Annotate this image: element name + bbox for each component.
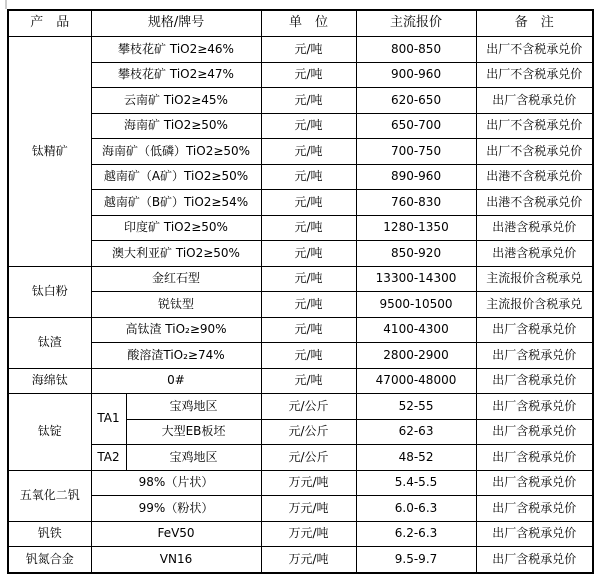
spec-cell: 海南矿 TiO2≥50% bbox=[91, 113, 261, 139]
unit-cell: 元/公斤 bbox=[261, 419, 356, 445]
unit-cell: 元/吨 bbox=[261, 368, 356, 394]
price-cell: 48-52 bbox=[356, 445, 476, 471]
table-row bbox=[8, 164, 593, 190]
header-product: 产 品 bbox=[8, 10, 91, 37]
spec-cell: 攀枝花矿 TiO2≥47% bbox=[91, 62, 261, 88]
unit-cell: 元/吨 bbox=[261, 139, 356, 165]
table-row bbox=[8, 521, 593, 547]
unit-cell: 元/吨 bbox=[261, 37, 356, 63]
remark-cell: 出厂含税承兑价 bbox=[476, 368, 593, 394]
unit-cell: 万元/吨 bbox=[261, 470, 356, 496]
table-row bbox=[8, 496, 593, 522]
price-cell: 9500-10500 bbox=[356, 292, 476, 318]
remark-cell: 出港不含税承兑价 bbox=[476, 164, 593, 190]
remark-cell: 出厂含税承兑价 bbox=[476, 317, 593, 343]
price-cell: 9.5-9.7 bbox=[356, 547, 476, 574]
price-cell: 52-55 bbox=[356, 394, 476, 420]
unit-cell: 万元/吨 bbox=[261, 521, 356, 547]
product-cell: 钛精矿 bbox=[8, 37, 91, 267]
spec-cell: 海南矿（低磷）TiO2≥50% bbox=[91, 139, 261, 165]
price-cell: 6.2-6.3 bbox=[356, 521, 476, 547]
price-cell: 6.0-6.3 bbox=[356, 496, 476, 522]
spec-cell: 宝鸡地区 bbox=[126, 394, 261, 420]
price-table bbox=[7, 9, 594, 574]
product-cell: 钒氮合金 bbox=[8, 547, 91, 574]
table-row bbox=[8, 37, 593, 63]
remark-cell: 出厂含税承兑价 bbox=[476, 445, 593, 471]
spec-cell: 印度矿 TiO2≥50% bbox=[91, 215, 261, 241]
spec-cell: 攀枝花矿 TiO2≥46% bbox=[91, 37, 261, 63]
unit-cell: 元/吨 bbox=[261, 317, 356, 343]
table-row bbox=[8, 343, 593, 369]
price-cell: 13300-14300 bbox=[356, 266, 476, 292]
unit-cell: 元/吨 bbox=[261, 215, 356, 241]
unit-cell: 元/吨 bbox=[261, 343, 356, 369]
table-row bbox=[8, 317, 593, 343]
remark-cell: 出厂含税承兑价 bbox=[476, 496, 593, 522]
table-row bbox=[8, 190, 593, 216]
spec-cell: 0# bbox=[91, 368, 261, 394]
unit-cell: 万元/吨 bbox=[261, 496, 356, 522]
unit-cell: 元/吨 bbox=[261, 62, 356, 88]
remark-cell: 出厂不含税承兑价 bbox=[476, 37, 593, 63]
grade-cell: TA1 bbox=[91, 394, 126, 445]
price-cell: 900-960 bbox=[356, 62, 476, 88]
header-price: 主流报价 bbox=[356, 10, 476, 37]
product-cell: 钛白粉 bbox=[8, 266, 91, 317]
header-remark: 备 注 bbox=[476, 10, 593, 37]
price-cell: 1280-1350 bbox=[356, 215, 476, 241]
product-cell: 钛渣 bbox=[8, 317, 91, 368]
unit-cell: 元/吨 bbox=[261, 292, 356, 318]
table-row bbox=[8, 292, 593, 318]
table-row bbox=[8, 470, 593, 496]
remark-cell: 主流报价含税承兑 bbox=[476, 292, 593, 318]
table-row bbox=[8, 547, 593, 574]
price-cell: 47000-48000 bbox=[356, 368, 476, 394]
table-row bbox=[8, 113, 593, 139]
spec-cell: 98%（片状） bbox=[91, 470, 261, 496]
spec-cell: 金红石型 bbox=[91, 266, 261, 292]
unit-cell: 元/吨 bbox=[261, 190, 356, 216]
price-cell: 800-850 bbox=[356, 37, 476, 63]
remark-cell: 出厂含税承兑价 bbox=[476, 419, 593, 445]
price-cell: 650-700 bbox=[356, 113, 476, 139]
remark-cell: 出厂不含税承兑价 bbox=[476, 139, 593, 165]
price-cell: 850-920 bbox=[356, 241, 476, 267]
spec-cell: 越南矿（B矿）TiO2≥54% bbox=[91, 190, 261, 216]
remark-cell: 出厂不含税承兑价 bbox=[476, 113, 593, 139]
unit-cell: 万元/吨 bbox=[261, 547, 356, 574]
header-spec: 规格/牌号 bbox=[91, 10, 261, 37]
grade-cell: TA2 bbox=[91, 445, 126, 471]
spec-cell: VN16 bbox=[91, 547, 261, 574]
remark-cell: 出港不含税承兑价 bbox=[476, 190, 593, 216]
table-header-row bbox=[8, 10, 593, 37]
price-cell: 890-960 bbox=[356, 164, 476, 190]
unit-cell: 元/公斤 bbox=[261, 394, 356, 420]
price-cell: 700-750 bbox=[356, 139, 476, 165]
price-cell: 4100-4300 bbox=[356, 317, 476, 343]
unit-cell: 元/吨 bbox=[261, 241, 356, 267]
header-unit: 单 位 bbox=[261, 10, 356, 37]
spec-cell: 锐钛型 bbox=[91, 292, 261, 318]
remark-cell: 出厂含税承兑价 bbox=[476, 470, 593, 496]
table-row bbox=[8, 394, 593, 420]
unit-cell: 元/公斤 bbox=[261, 445, 356, 471]
spec-cell: 高钛渣 TiO₂≥90% bbox=[91, 317, 261, 343]
price-cell: 760-830 bbox=[356, 190, 476, 216]
remark-cell: 主流报价含税承兑 bbox=[476, 266, 593, 292]
spec-cell: FeV50 bbox=[91, 521, 261, 547]
product-cell: 钛锭 bbox=[8, 394, 91, 471]
product-cell: 海绵钛 bbox=[8, 368, 91, 394]
remark-cell: 出港含税承兑价 bbox=[476, 215, 593, 241]
price-cell: 2800-2900 bbox=[356, 343, 476, 369]
table-row bbox=[8, 139, 593, 165]
table-row bbox=[8, 241, 593, 267]
unit-cell: 元/吨 bbox=[261, 266, 356, 292]
remark-cell: 出厂含税承兑价 bbox=[476, 547, 593, 574]
price-cell: 62-63 bbox=[356, 419, 476, 445]
remark-cell: 出厂含税承兑价 bbox=[476, 343, 593, 369]
remark-cell: 出厂含税承兑价 bbox=[476, 521, 593, 547]
spec-cell: 云南矿 TiO2≥45% bbox=[91, 88, 261, 114]
spec-cell: 宝鸡地区 bbox=[126, 445, 261, 471]
spec-cell: 99%（粉状） bbox=[91, 496, 261, 522]
table-row bbox=[8, 215, 593, 241]
table-row bbox=[8, 88, 593, 114]
table-row bbox=[8, 266, 593, 292]
table-row bbox=[8, 62, 593, 88]
table-row bbox=[8, 368, 593, 394]
product-cell: 五氧化二钒 bbox=[8, 470, 91, 521]
remark-cell: 出厂不含税承兑价 bbox=[476, 62, 593, 88]
unit-cell: 元/吨 bbox=[261, 88, 356, 114]
spec-cell: 澳大利亚矿 TiO2≥50% bbox=[91, 241, 261, 267]
page-corner-mark bbox=[5, 0, 7, 9]
spec-cell: 酸溶渣TiO₂≥74% bbox=[91, 343, 261, 369]
price-cell: 5.4-5.5 bbox=[356, 470, 476, 496]
spec-cell: 大型EB板坯 bbox=[126, 419, 261, 445]
product-cell: 钒铁 bbox=[8, 521, 91, 547]
remark-cell: 出厂含税承兑价 bbox=[476, 394, 593, 420]
remark-cell: 出港含税承兑价 bbox=[476, 241, 593, 267]
remark-cell: 出厂含税承兑价 bbox=[476, 88, 593, 114]
spec-cell: 越南矿（A矿）TiO2≥50% bbox=[91, 164, 261, 190]
price-cell: 620-650 bbox=[356, 88, 476, 114]
table-row bbox=[8, 445, 593, 471]
unit-cell: 元/吨 bbox=[261, 164, 356, 190]
unit-cell: 元/吨 bbox=[261, 113, 356, 139]
